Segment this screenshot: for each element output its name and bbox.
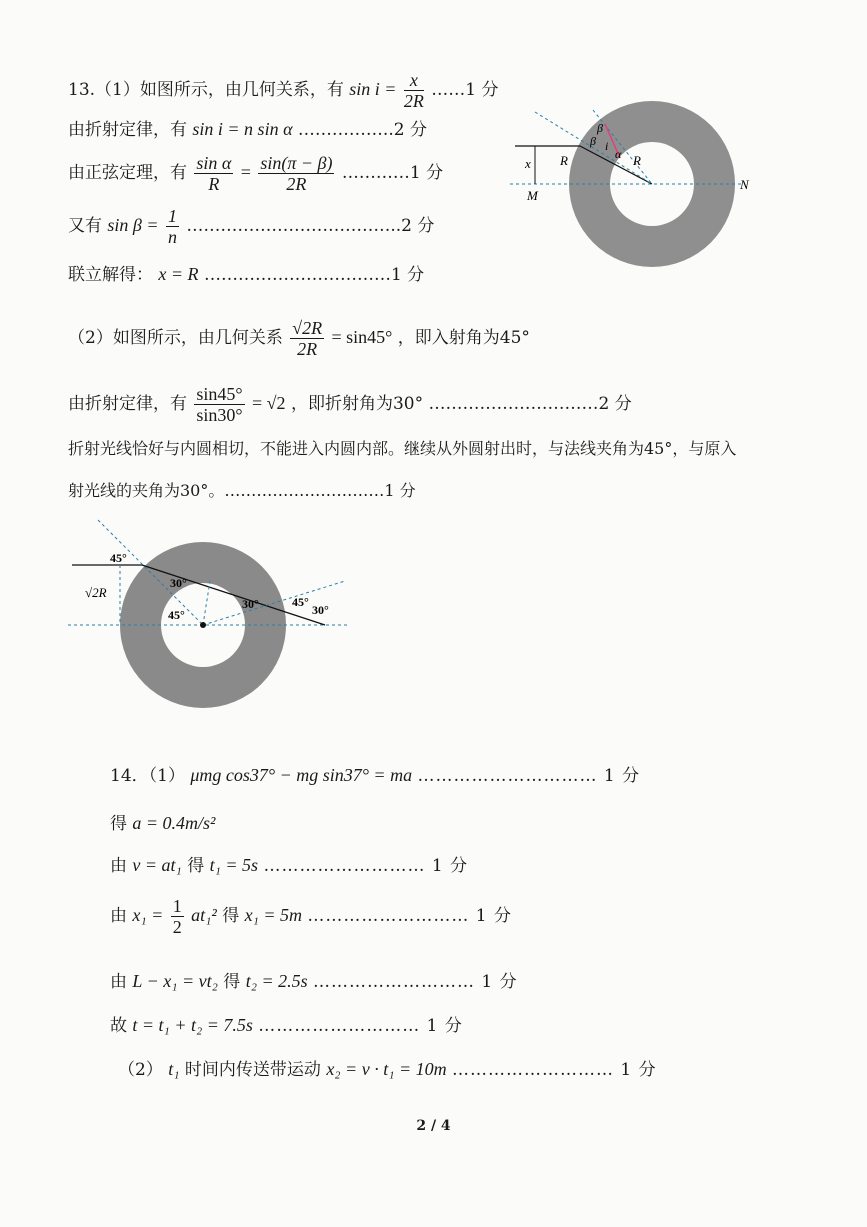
q13-part2-line-3: 折射光线恰好与内圆相切，不能进入内圆内部。继续从外圆射出时，与法线夹角为45°，与原入 [68, 439, 737, 458]
fraction: $\frac{√2R}{2R}$ [292, 318, 323, 359]
svg-text:√2R: √2R [85, 585, 107, 600]
q14-line-2: 得 a = 0.4m/s² [110, 813, 216, 834]
fraction: $\frac{x}{2R}$ [403, 70, 424, 111]
q13-line-3: 由正弦定理，有 $\frac{\text{sin α}}{R}$ = $\frac{\sin(\pi - \beta)}{2R}$ …………1 分 [68, 153, 444, 194]
q14-line-7: （2） t₁ 时间内传送带运动 x₂ = v · t₁ = 10m ……………………… 1 分 [118, 1059, 657, 1080]
q13-part2-line-2: 由折射定律，有 $\frac{\sin 45^\circ}{\sin 30^\circ}$ = √2 ，即折射角为30° …………………………2 分 [68, 384, 632, 425]
svg-text:N: N [740, 177, 749, 192]
figure-1-annulus [505, 90, 765, 290]
q13-line-5: 联立解得： x = R ……………………………1 分 [68, 264, 425, 285]
q14-line-1: 14．（1） μmg cos37° − mg sin37° = ma ………………………… 1 分 [110, 765, 641, 786]
q14-line-4: 由 x₁ = $\frac{1}{2}$ at₁² 得 x₁ = 5m ……………………… 1 分 [110, 896, 513, 937]
q14-line-3: 由 v = at₁ 得 t₁ = 5s ……………………… 1 分 [110, 855, 469, 876]
svg-text:45°: 45° [110, 551, 127, 565]
svg-text:R: R [560, 153, 568, 168]
fraction: $\frac{\sin(\pi - \beta)}{2R}$ [260, 153, 333, 194]
q13-line-2: 由折射定律，有 sin i = n sin α ……………..2 分 [68, 119, 427, 140]
svg-text:30°: 30° [312, 603, 329, 617]
svg-text:45°: 45° [168, 608, 185, 622]
svg-text:R: R [633, 153, 641, 168]
fraction: $\frac{1}{2}$ [172, 896, 182, 937]
svg-text:i: i [605, 139, 609, 153]
svg-text:30°: 30° [242, 597, 259, 611]
q14-line-5: 由 L − x₁ = vt₂ 得 t₂ = 2.5s ……………………… 1 分 [110, 971, 518, 992]
q13-part2-line-1: （2）如图所示，由几何关系 $\frac{√2R}{2R}$ = sin45° ，即入射角为45° [68, 318, 530, 359]
svg-text:M: M [527, 188, 538, 203]
svg-text:β: β [590, 134, 596, 148]
q13-line-1: 13.（1）如图所示，由几何关系，有 sin i = $\frac{x}{2R}$ ……1 分 [68, 70, 499, 111]
svg-text:β: β [597, 121, 603, 135]
q13-line-4: 又有 sin β = $\frac{1}{n}$ ………………………………..2 分 [68, 206, 435, 247]
fraction: $\frac{1}{n}$ [167, 206, 177, 247]
svg-text:45°: 45° [292, 595, 309, 609]
figure-2-annulus [60, 515, 360, 710]
svg-text:x: x [525, 156, 531, 171]
fraction: $\frac{\sin 45^\circ}{\sin 30^\circ}$ [196, 384, 243, 425]
svg-text:30°: 30° [170, 576, 187, 590]
page-number: 2 / 4 [416, 1118, 451, 1134]
center-dot [200, 622, 206, 628]
q14-line-6: 故 t = t₁ + t₂ = 7.5s ……………………… 1 分 [110, 1015, 463, 1036]
svg-text:α: α [615, 147, 622, 161]
q13-part2-line-4: 射光线的夹角为30°。…………………………1 分 [68, 481, 416, 500]
fraction: $\frac{\text{sin α}}{R}$ [196, 153, 232, 194]
